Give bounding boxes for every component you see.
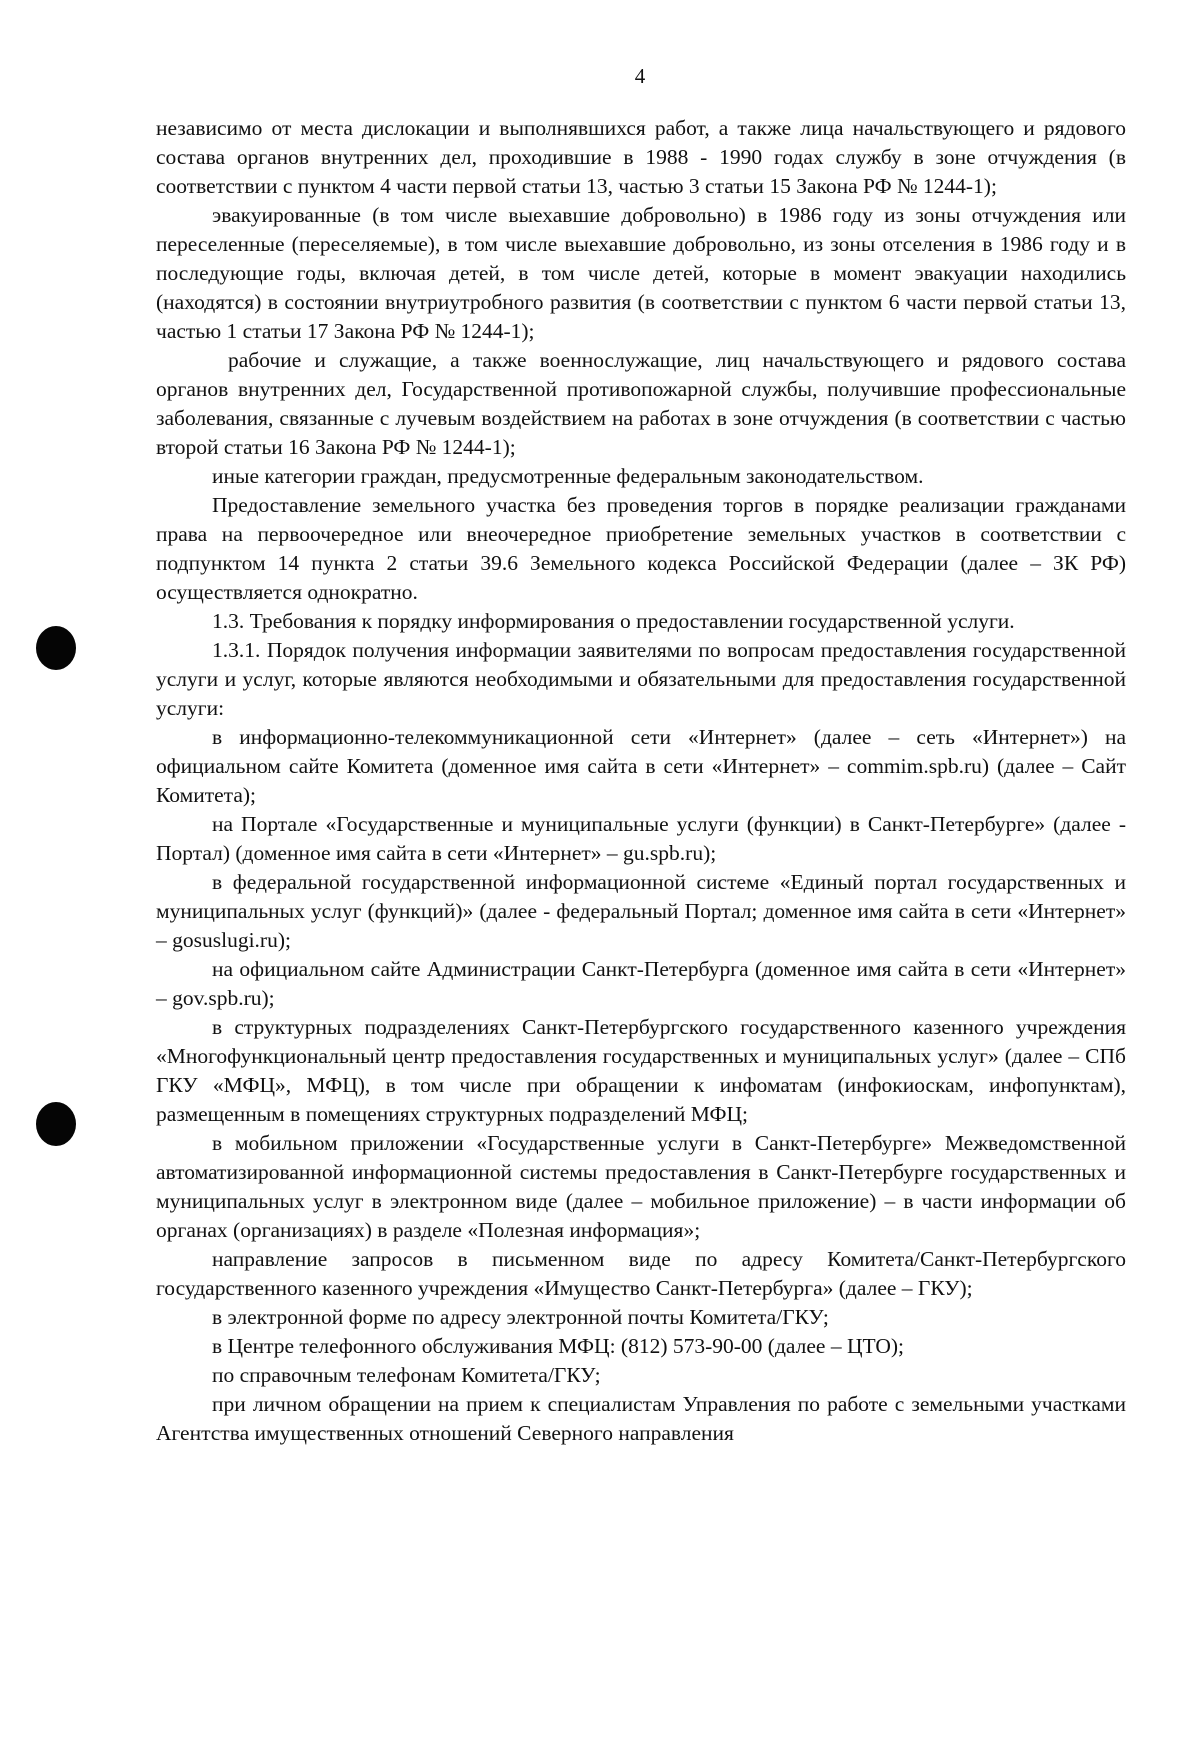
binder-hole-bottom xyxy=(36,1102,76,1146)
list-item: направление запросов в письменном виде по адресу Комитета/Санкт-Петербургского государственного казенного учреждения «Имущество Санкт-Петербурга» (далее – ГКУ); xyxy=(156,1247,1126,1300)
paragraph: эвакуированные (в том числе выехавшие добровольно) в 1986 году из зоны отчуждения или переселенные (переселяемые), в том числе выехавшие добровольно, из зоны отселения в 1986 году и в последующие годы, включая детей, в том числе детей, которые в момент эвакуации находились (находятся) в состоянии внутриутробного развития (в соответствии с пунктом 6 части первой статьи 13, частью 1 статьи 17 Закона РФ № 1244-1); xyxy=(156,203,1126,343)
binder-hole-top xyxy=(36,626,76,670)
list-item: в Центре телефонного обслуживания МФЦ: (812) 573-90-00 (далее – ЦТО); xyxy=(212,1334,904,1358)
document-body xyxy=(156,114,1126,1448)
list-item: по справочным телефонам Комитета/ГКУ; xyxy=(212,1363,601,1387)
list-item: на официальном сайте Администрации Санкт-Петербурга (доменное имя сайта в сети «Интернет» – gov.spb.ru); xyxy=(156,957,1126,1010)
list-item: в электронной форме по адресу электронной почты Комитета/ГКУ; xyxy=(212,1305,829,1329)
paragraph: иные категории граждан, предусмотренные федеральным законодательством. xyxy=(212,464,924,488)
list-item: при личном обращении на прием к специалистам Управления по работе с земельными участками Агентства имущественных отношений Северного направления xyxy=(156,1392,1126,1445)
list-item: в мобильном приложении «Государственные услуги в Санкт-Петербурге» Межведомственной автоматизированной информационной системы предоставления в Санкт-Петербурге государственных и муниципальных услуг в электронном виде (далее – мобильное приложение) – в части информации об органах (организациях) в разделе «Полезная информация»; xyxy=(156,1131,1126,1242)
list-item: в федеральной государственной информационной системе «Единый портал государственных и муниципальных услуг (функций)» (далее - федеральный Портал; доменное имя сайта в сети «Интернет» – gosuslugi.ru); xyxy=(156,870,1126,952)
list-item: на Портале «Государственные и муниципальные услуги (функции) в Санкт-Петербурге» (далее - Портал) (доменное имя сайта в сети «Интернет» – gu.spb.ru); xyxy=(156,812,1126,865)
paragraph: независимо от места дислокации и выполнявшихся работ, а также лица начальствующего и рядового состава органов внутренних дел, проходившие в 1988 - 1990 годах службу в зоне отчуждения (в соответствии с пунктом 4 части первой статьи 13, частью 3 статьи 15 Закона РФ № 1244-1); xyxy=(156,116,1126,198)
section-heading: 1.3. Требования к порядку информирования о предоставлении государственной услуги. xyxy=(212,609,1015,633)
paragraph: 1.3.1. Порядок получения информации заявителями по вопросам предоставления государственной услуги и услуг, которые являются необходимыми и обязательными для предоставления государственной услуги: xyxy=(156,638,1126,720)
paragraph: рабочие и служащие, а также военнослужащие, лиц начальствующего и рядового состава органов внутренних дел, Государственной противопожарной службы, получившие профессиональные заболевания, связанные с лучевым воздействием на работах в зоне отчуждения (в соответствии с частью второй статьи 16 Закона РФ № 1244-1); xyxy=(156,348,1126,459)
list-item: в структурных подразделениях Санкт-Петербургского государственного казенного учреждения «Многофункциональный центр предоставления государственных и муниципальных услуг» (далее – СПб ГКУ «МФЦ», МФЦ), в том числе при обращении к инфоматам (инфокиоскам, инфопунктам), размещенным в помещениях структурных подразделений МФЦ; xyxy=(156,1015,1126,1126)
page-number: 4 xyxy=(634,64,646,88)
paragraph: Предоставление земельного участка без проведения торгов в порядке реализации гражданами права на первоочередное или внеочередное приобретение земельных участков в соответствии с подпунктом 14 пункта 2 статьи 39.6 Земельного кодекса Российской Федерации (далее – ЗК РФ) осуществляется однократно. xyxy=(156,493,1126,604)
list-item: в информационно-телекоммуникационной сети «Интернет» (далее – сеть «Интернет») на официальном сайте Комитета (доменное имя сайта в сети «Интернет» – commim.spb.ru) (далее – Сайт Комитета); xyxy=(156,725,1126,807)
